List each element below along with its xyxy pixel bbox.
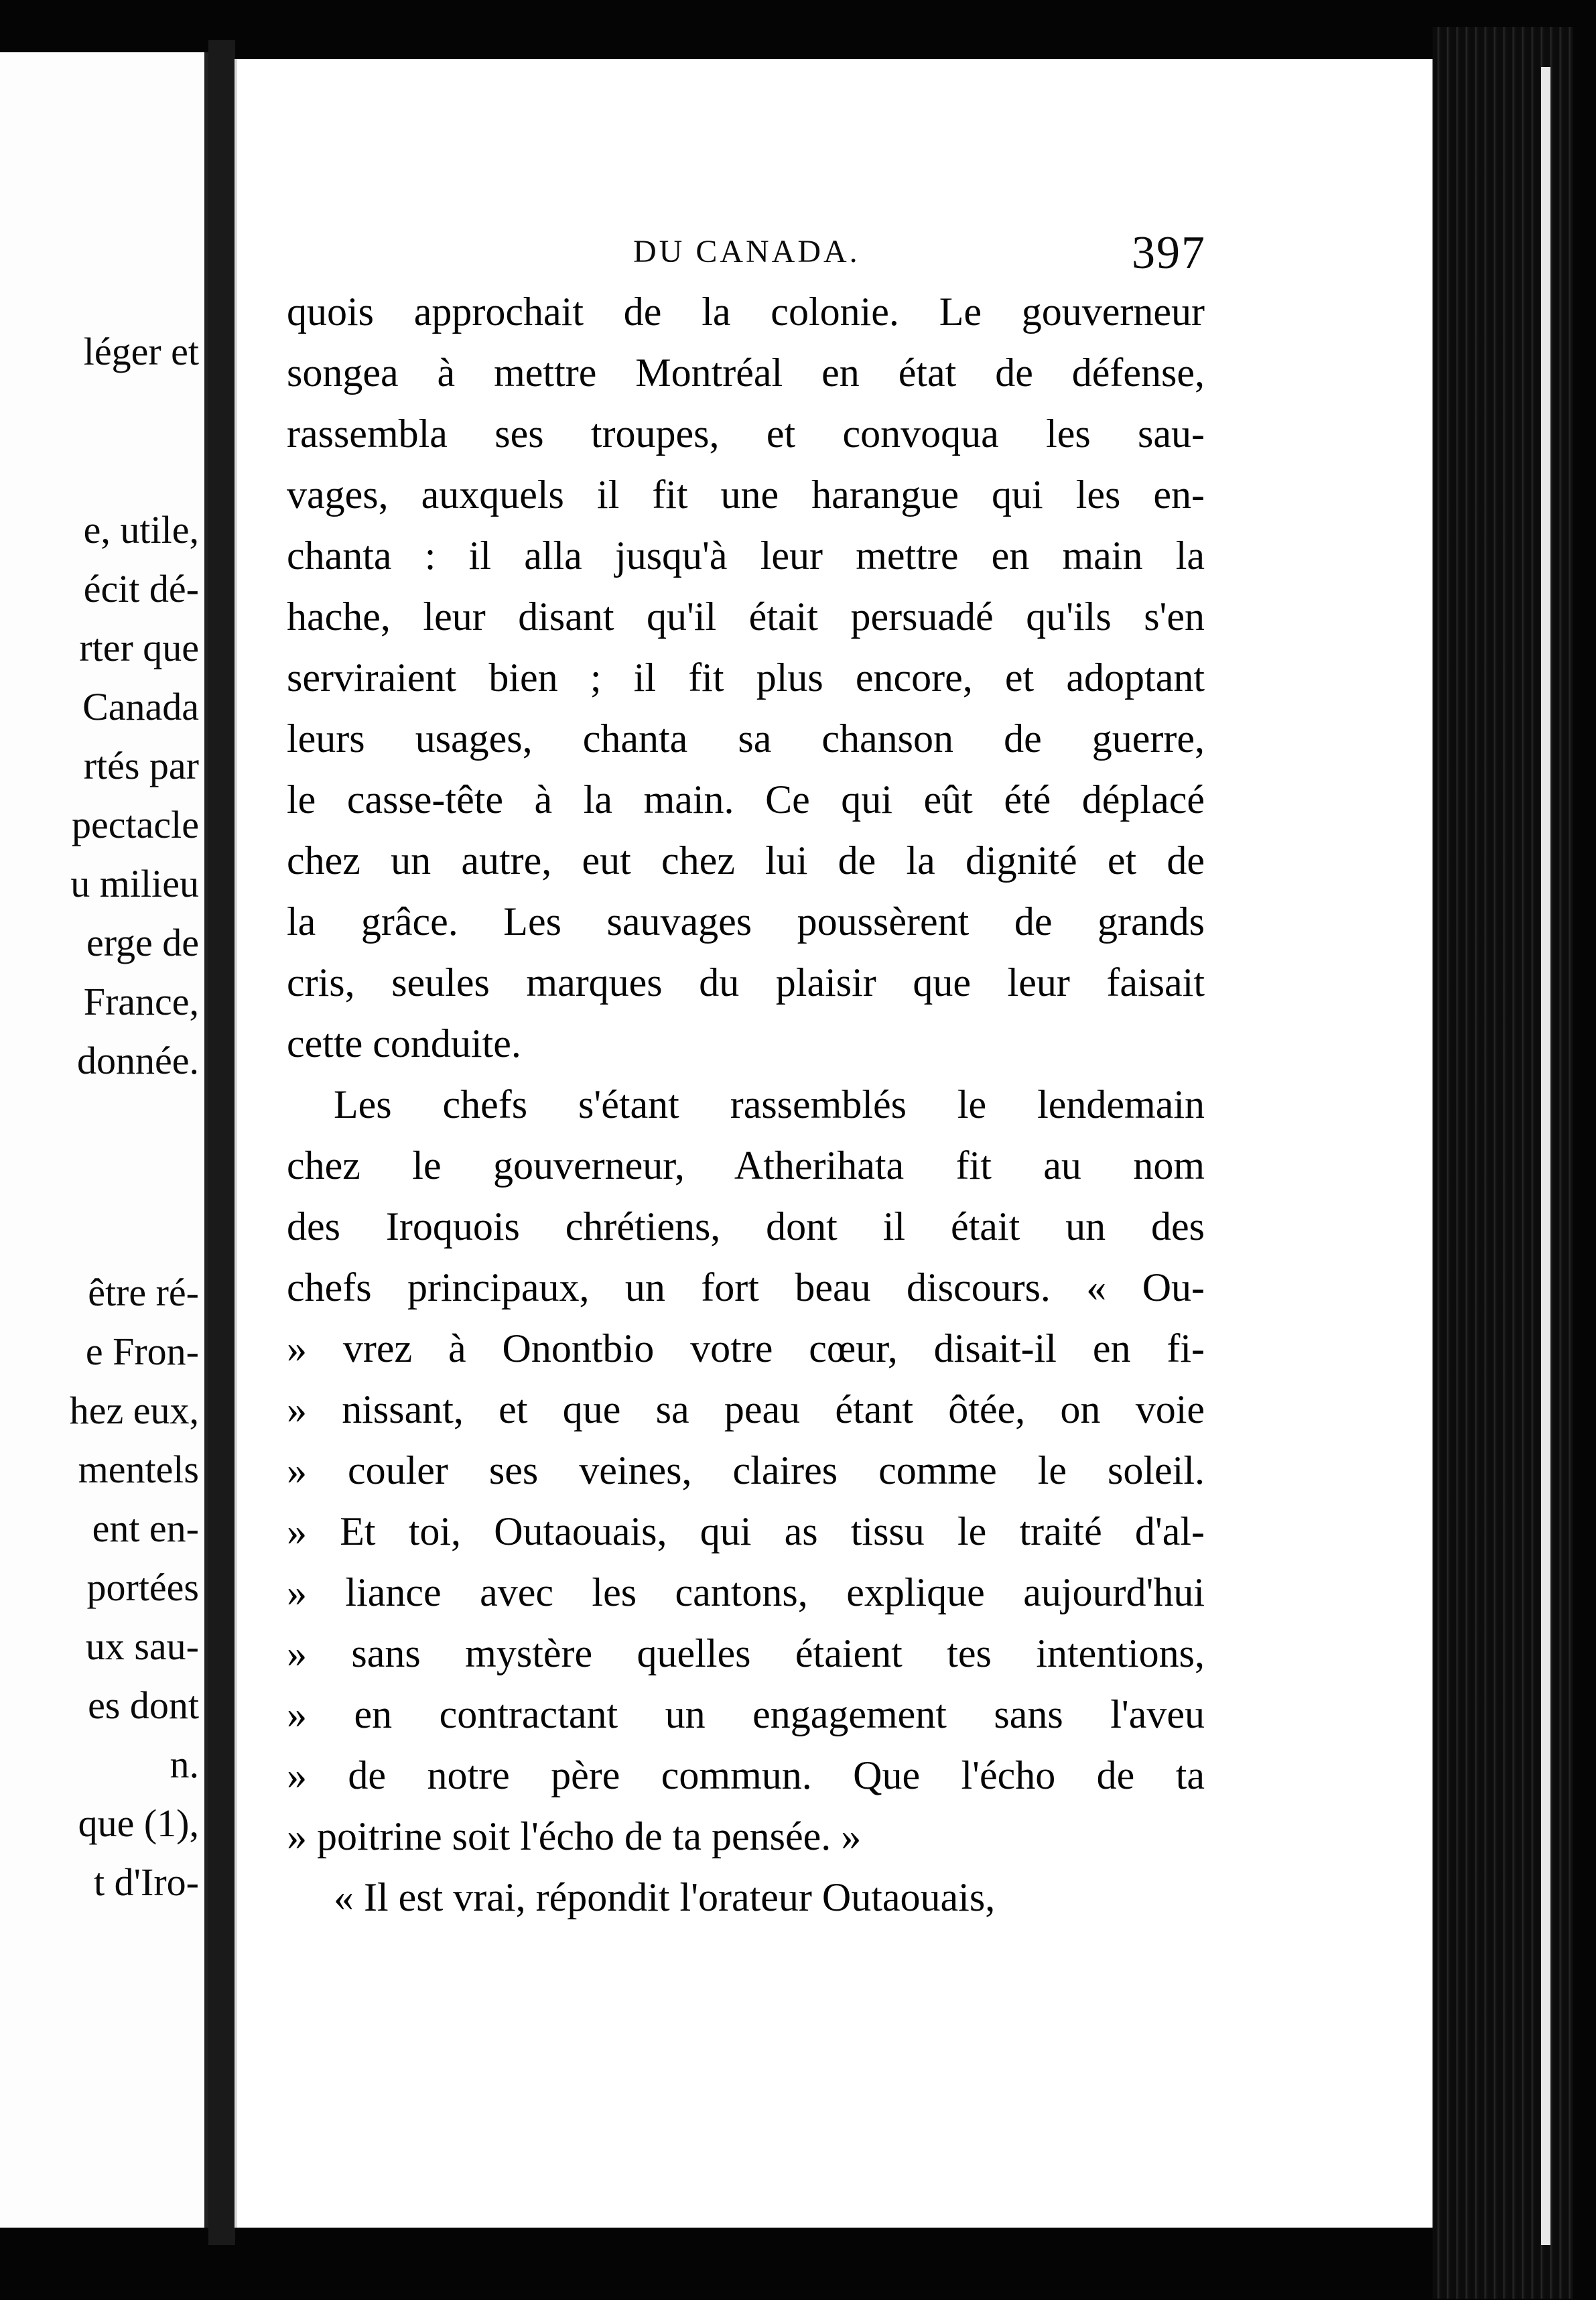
text-line: » vrez à Onontbio votre cœur, disait-il en fi- <box>287 1326 1205 1370</box>
text-line: » de notre père commun. Que l'écho de ta <box>287 1753 1205 1797</box>
page-number: 397 <box>1132 227 1206 279</box>
text-line: la grâce. Les sauvages poussèrent de grands <box>287 899 1205 944</box>
text-line: songea à mettre Montréal en état de défense, <box>287 350 1205 395</box>
paragraph-first-line: « Il est vrai, répondit l'orateur Outaouais, <box>334 1875 996 1919</box>
paragraph-last-line: » poitrine soit l'écho de ta pensée. » <box>287 1814 862 1858</box>
text-line: cris, seules marques du plaisir que leur faisait <box>287 960 1205 1005</box>
text-line: » couler ses veines, claires comme le soleil. <box>287 1448 1205 1492</box>
text-line: » liance avec les cantons, explique aujourd'hui <box>287 1570 1205 1614</box>
left-page-line: écit dé- <box>83 567 199 611</box>
page-stack-edge <box>1433 27 1573 2299</box>
text-line: chez le gouverneur, Atherihata fit au nom <box>287 1143 1205 1188</box>
left-page-line: Canada <box>82 685 199 728</box>
left-page-line: u milieu <box>70 862 199 905</box>
left-page-line: ux sau- <box>85 1624 199 1668</box>
left-facing-page <box>0 52 208 2228</box>
left-page-line: être ré- <box>88 1271 199 1314</box>
text-line: le casse-tête à la main. Ce qui eût été déplacé <box>287 777 1205 822</box>
text-line: » nissant, et que sa peau étant ôtée, on voie <box>287 1387 1205 1431</box>
text-line: » Et toi, Outaouais, qui as tissu le traité d'al- <box>287 1509 1205 1553</box>
text-line: chefs principaux, un fort beau discours. « Ou- <box>287 1265 1205 1309</box>
left-page-line: e Fron- <box>85 1330 199 1373</box>
left-page-line: t d'Iro- <box>93 1860 199 1904</box>
text-line: chez un autre, eut chez lui de la dignité et de <box>287 838 1205 883</box>
body-text <box>287 281 1205 1928</box>
left-page-line: erge de <box>86 921 199 964</box>
left-page-line: n. <box>170 1742 199 1786</box>
paragraph-first-line: Les chefs s'étant rassemblés le lendemain <box>334 1082 1205 1127</box>
left-page-line: donnée. <box>77 1039 199 1082</box>
text-line: chanta : il alla jusqu'à leur mettre en main la <box>287 533 1205 578</box>
left-page-line: que (1), <box>78 1801 199 1845</box>
left-page-line: mentels <box>78 1448 199 1491</box>
running-header <box>402 227 1206 279</box>
left-page-line: es dont <box>88 1683 199 1727</box>
book-gutter <box>208 40 235 2245</box>
text-line: rassembla ses troupes, et convoqua les sau- <box>287 411 1205 456</box>
text-line: vages, auxquels il fit une harangue qui les en- <box>287 472 1205 517</box>
page-edge-highlight <box>1541 67 1550 2245</box>
text-line: quois approchait de la colonie. Le gouverneur <box>287 290 1205 334</box>
left-page-line: hez eux, <box>69 1389 199 1432</box>
left-page-line: ent en- <box>92 1507 199 1550</box>
left-page-line: rter que <box>79 626 199 669</box>
text-line: hache, leur disant qu'il était persuadé qu'ils s'en <box>287 594 1205 639</box>
text-line: serviraient bien ; il fit plus encore, et adoptant <box>287 655 1205 700</box>
left-page-line: e, utile, <box>83 508 199 552</box>
left-page-line: pectacle <box>72 803 199 846</box>
text-line: des Iroquois chrétiens, dont il était un des <box>287 1204 1205 1249</box>
left-page-line: France, <box>83 980 199 1023</box>
running-title: DU CANADA. <box>633 234 860 269</box>
text-line: » sans mystère quelles étaient tes intentions, <box>287 1631 1205 1675</box>
left-page-line: portées <box>86 1566 199 1609</box>
text-line: » en contractant un engagement sans l'aveu <box>287 1692 1205 1736</box>
left-page-line: léger et <box>83 330 199 373</box>
text-line: leurs usages, chanta sa chanson de guerre, <box>287 716 1205 761</box>
paragraph-last-line: cette conduite. <box>287 1021 521 1066</box>
left-page-line: rtés par <box>83 744 199 787</box>
